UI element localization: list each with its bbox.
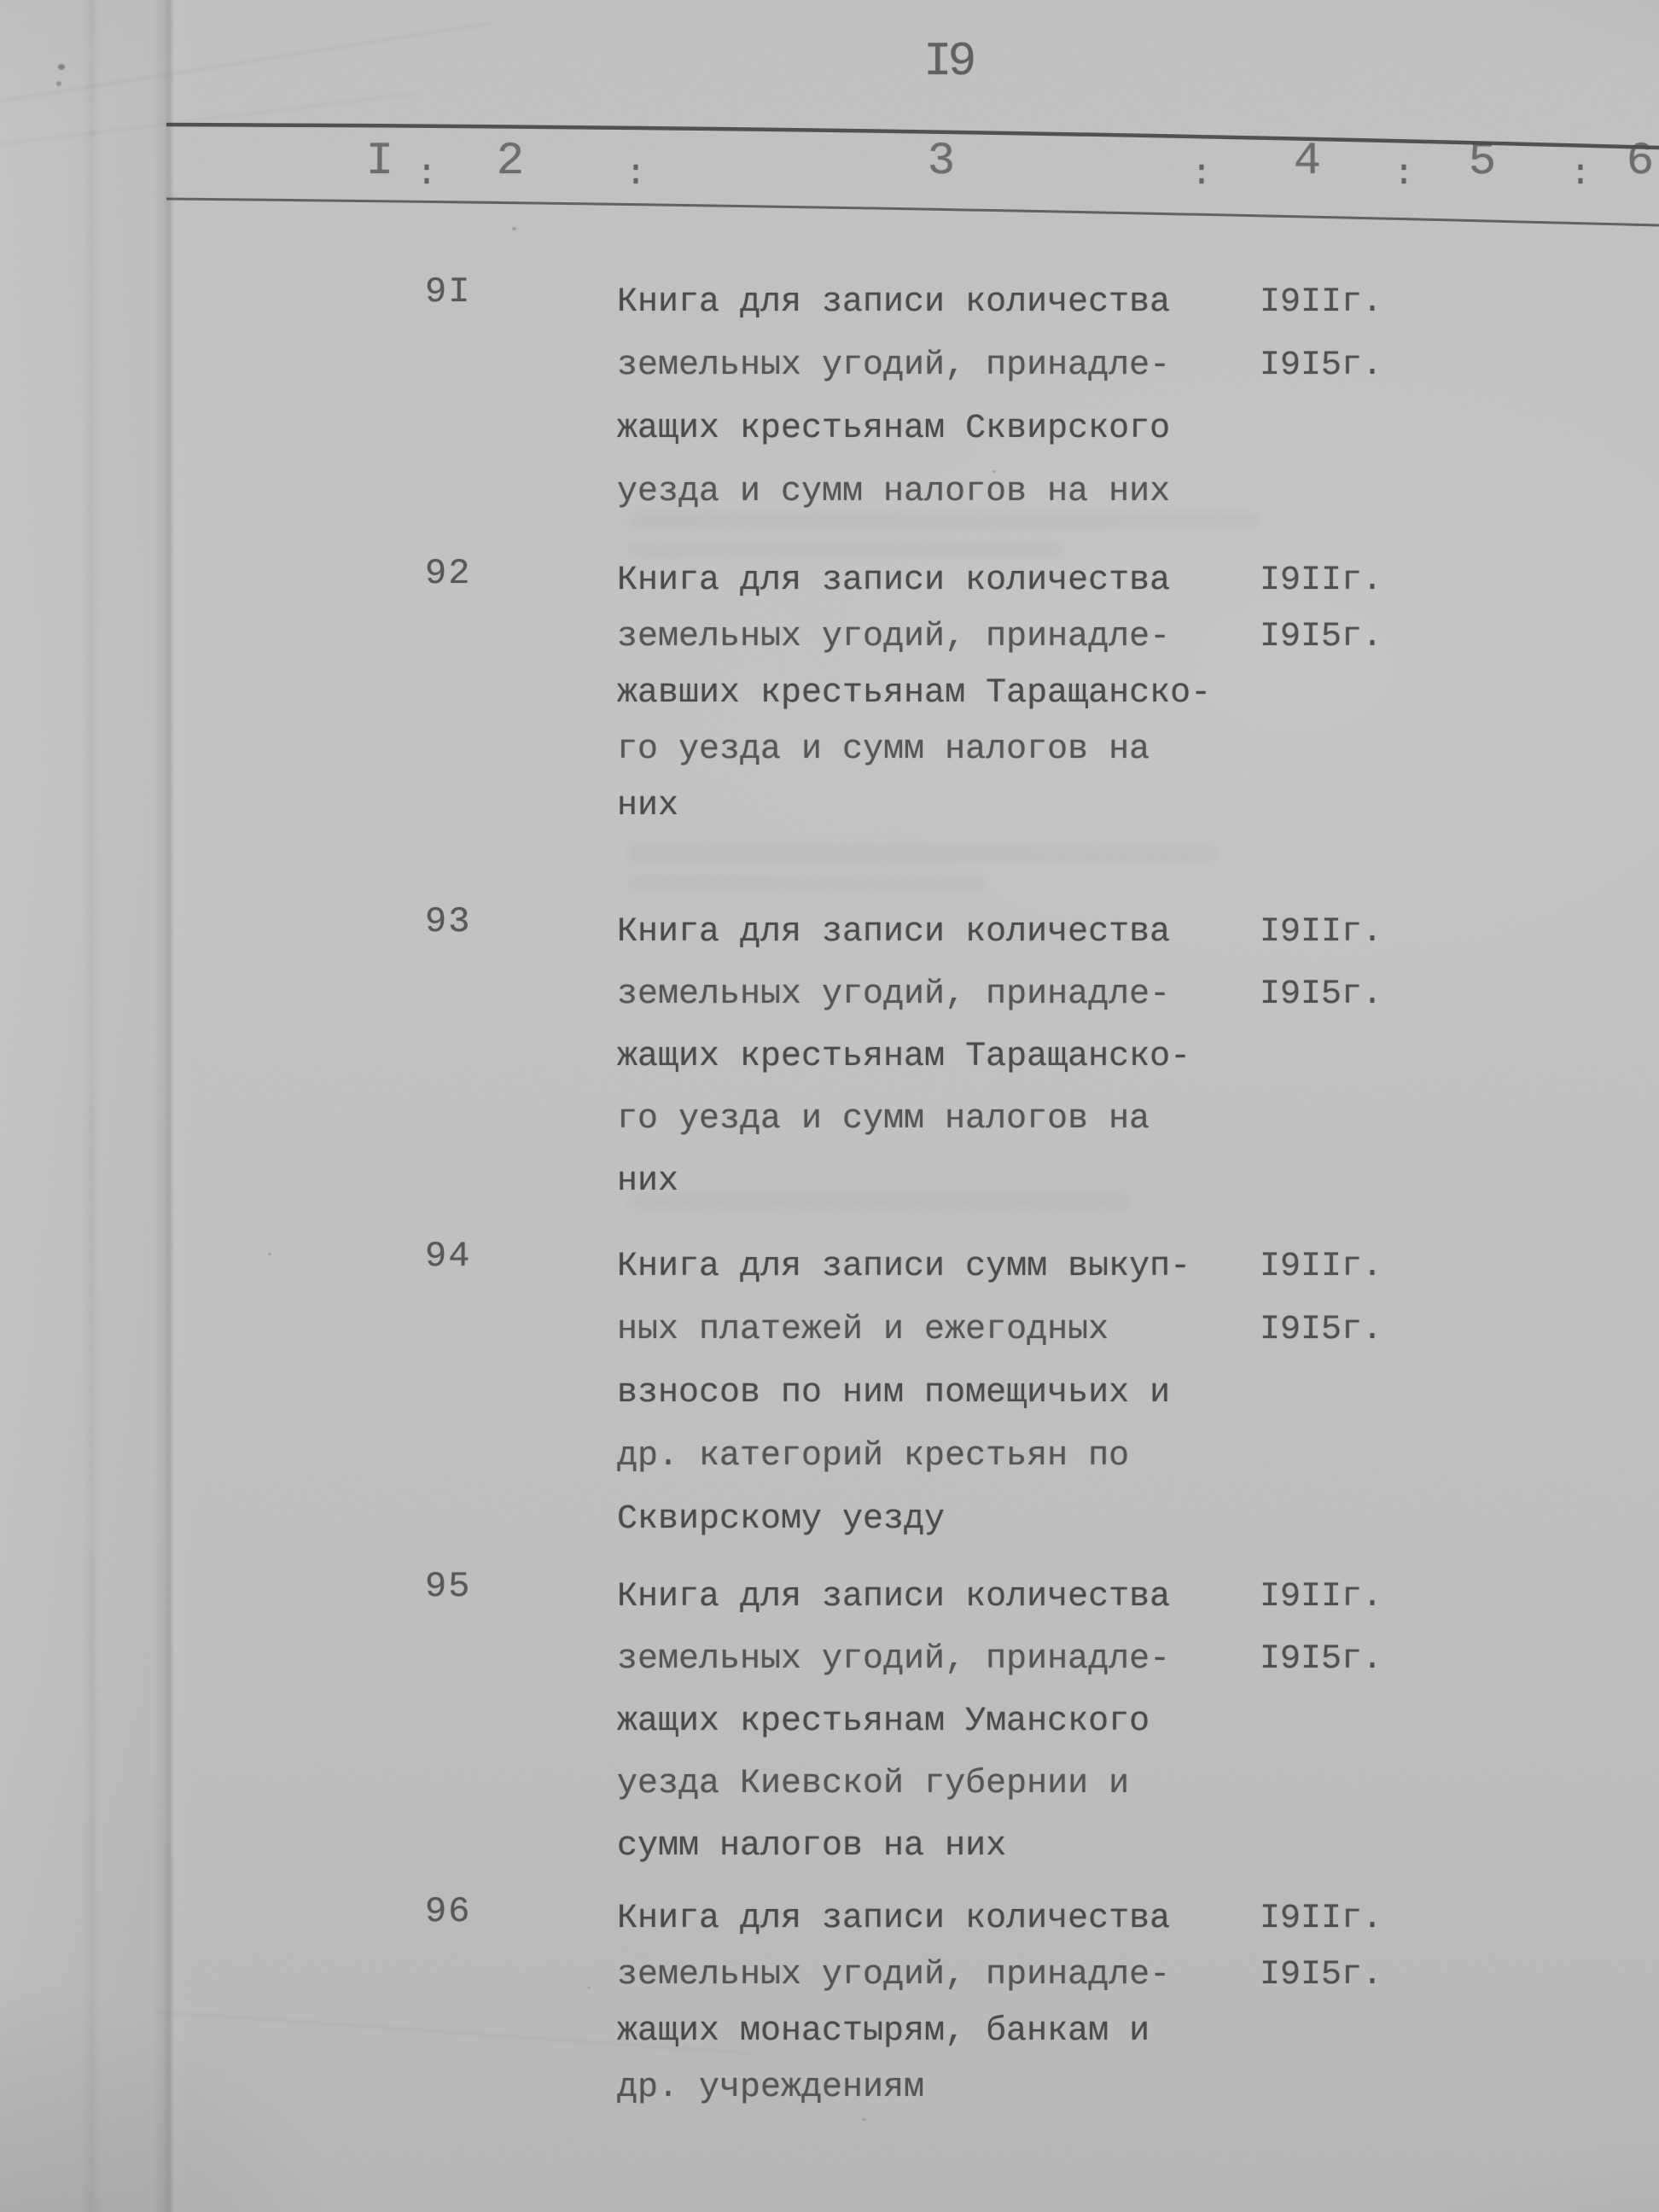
entry-line: Книга для записи количества <box>617 913 1171 952</box>
bleedthrough-smudge <box>628 845 1217 862</box>
entry-line: Книга для записи количества <box>617 1900 1171 1938</box>
entry-line: жащих монастырям, банкам и <box>617 2012 1150 2051</box>
entry-line: Сквирскому уезду <box>617 1500 946 1539</box>
entry-line: Книга для записи количества <box>617 1578 1171 1616</box>
entry-date: I9IIг. <box>1260 1248 1383 1286</box>
entry-number: 92 <box>425 553 472 594</box>
entry-line: уезда и сумм налогов на них <box>617 473 1171 511</box>
entry-date: I9I5г. <box>1260 346 1383 385</box>
entry-line: взносов по ним помещичьих и <box>617 1374 1171 1412</box>
entry-dates <box>1260 1566 1382 1691</box>
entry-line: жавших крестьянам Таращанско- <box>617 674 1212 713</box>
entry-date: I9IIг. <box>1260 283 1383 322</box>
entry-line: др. категорий крестьян по <box>617 1437 1130 1476</box>
column-separator: : <box>1393 154 1415 195</box>
column-separator: : <box>625 154 647 195</box>
entry-line: сумм налогов на них <box>617 1827 1007 1866</box>
entry-date: I9I5г. <box>1260 1956 1383 1994</box>
page-number: I9 <box>923 34 973 89</box>
entry-line: жащих крестьянам Сквирского <box>617 410 1171 448</box>
entry-line: Книга для записи количества <box>617 283 1171 322</box>
entry-line: земельных угодий, принадле- <box>617 975 1171 1014</box>
column-separator: : <box>1190 154 1213 195</box>
entry-line: них <box>617 787 679 825</box>
column-header-2: 2 <box>496 136 525 188</box>
ink-speck <box>512 227 516 230</box>
entry-description <box>617 901 1190 1213</box>
entry-dates <box>1260 553 1382 666</box>
entry-line: уезда Киевской губернии и <box>617 1765 1130 1803</box>
table-rule-bottom <box>166 199 1659 225</box>
entry-description <box>617 1566 1170 1877</box>
bleedthrough-smudge <box>628 876 987 890</box>
paper-edge-shadow <box>82 0 101 2212</box>
ink-speck <box>56 81 61 86</box>
entry-number: 9I <box>425 271 472 312</box>
column-header-I: I <box>365 136 394 188</box>
entry-date: I9IIг. <box>1260 1578 1383 1616</box>
entry-dates <box>1260 1236 1382 1362</box>
entry-line: земельных угодий, принадле- <box>617 1640 1171 1679</box>
entry-line: Книга для записи сумм выкуп- <box>617 1248 1191 1286</box>
entry-line: го уезда и сумм налогов на <box>617 731 1150 769</box>
paper-left-margin <box>0 0 150 2212</box>
entry-line: них <box>617 1162 679 1201</box>
entry-line: жащих крестьянам Уманского <box>617 1703 1150 1741</box>
entry-line: земельных угодий, принадле- <box>617 346 1171 385</box>
entry-description <box>617 271 1170 524</box>
entry-dates <box>1260 901 1382 1026</box>
entry-line: Книга для записи количества <box>617 562 1171 600</box>
entry-date: I9I5г. <box>1260 618 1383 656</box>
entry-number: 96 <box>425 1891 472 1932</box>
entry-number: 94 <box>425 1236 472 1277</box>
entry-number: 95 <box>425 1566 472 1607</box>
column-separator: : <box>1569 154 1592 195</box>
entry-line: земельных угодий, принадле- <box>617 1956 1171 1994</box>
entry-dates <box>1260 271 1382 398</box>
entry-description <box>617 1236 1190 1551</box>
entry-date: I9IIг. <box>1260 562 1383 600</box>
entry-line: го уезда и сумм налогов на <box>617 1100 1150 1138</box>
column-header-4: 4 <box>1293 136 1322 188</box>
ink-speck <box>587 1987 591 1989</box>
ink-speck <box>268 1253 271 1255</box>
entry-number: 93 <box>425 901 472 942</box>
column-header-5: 5 <box>1468 136 1497 188</box>
column-header-6: 6 <box>1626 136 1655 188</box>
entry-date: I9IIг. <box>1260 1900 1383 1938</box>
entry-description <box>617 553 1211 835</box>
entry-date: I9IIг. <box>1260 913 1383 952</box>
entry-line: земельных угодий, принадле- <box>617 618 1171 656</box>
entry-description <box>617 1891 1170 2116</box>
column-separator: : <box>416 154 438 195</box>
entry-line: др. учреждениям <box>617 2069 925 2107</box>
entry-dates <box>1260 1891 1382 2004</box>
ink-speck <box>862 2118 866 2121</box>
paper-crease <box>148 0 189 2212</box>
entry-line: ных платежей и ежегодных <box>617 1311 1109 1349</box>
entry-date: I9I5г. <box>1260 1640 1383 1679</box>
entry-date: I9I5г. <box>1260 975 1383 1014</box>
ink-speck <box>58 64 65 70</box>
entry-date: I9I5г. <box>1260 1311 1383 1349</box>
entry-line: жащих крестьянам Таращанско- <box>617 1038 1191 1076</box>
column-header-3: 3 <box>927 136 956 188</box>
